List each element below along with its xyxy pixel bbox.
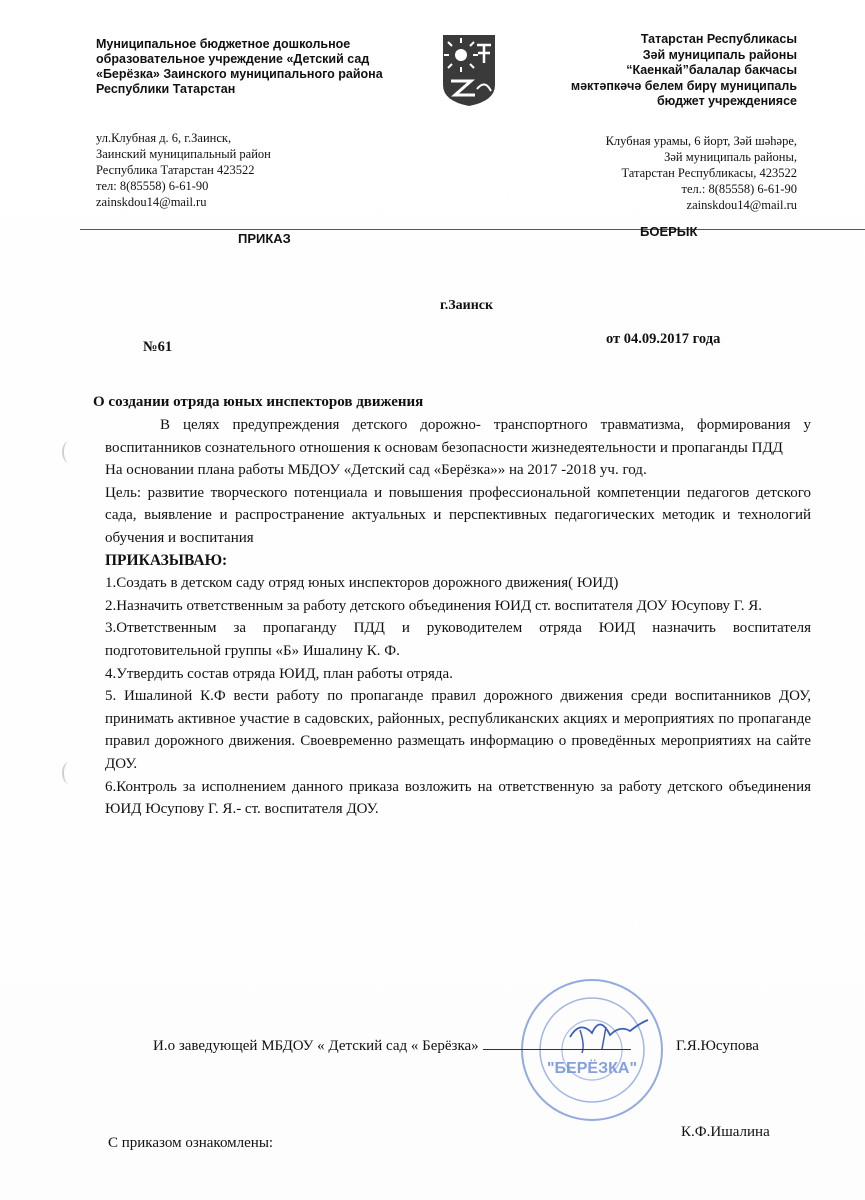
order-item: 6.Контроль за исполнением данного приказа возложить на ответственную за работу детского объединения ЮИД Юсупову Г. Я.- ст. воспитателя ДОУ.	[105, 778, 811, 818]
basis-paragraph: На основании плана работы МБДОУ «Детский сад «Берёзка»» на 2017 -2018 уч. год.	[105, 462, 647, 479]
email-text: zainskdou14@mail.ru	[96, 195, 207, 209]
order-heading: ПРИКАЗЫВАЮ:	[105, 551, 228, 569]
address-russian	[96, 130, 396, 210]
signatory-block	[153, 1038, 635, 1055]
prikaz-label: ПРИКАЗ	[238, 231, 291, 246]
header-divider	[80, 229, 865, 230]
punch-hole-mark	[62, 441, 76, 463]
org-line: «Берёзка» Заинского муниципального района	[96, 67, 383, 81]
order-date: от 04.09.2017 года	[606, 331, 721, 347]
signatory-title: И.о заведующей МБДОУ « Детский сад « Берёзка»	[153, 1038, 479, 1054]
goal-paragraph: Цель: развитие творческого потенциала и повышения профессиональной компетенции педагогов детского сада, выявление и распространение актуальных и перспективных педагогических методик и технологий обучения и воспитания	[105, 484, 811, 546]
org-name-russian	[96, 37, 426, 97]
signature-line	[483, 1039, 631, 1050]
order-item: 1.Создать в детском саду отряд юных инспекторов дорожного движения( ЮИД)	[105, 575, 619, 592]
document-body	[105, 414, 811, 821]
order-number: №61	[143, 339, 173, 355]
city: г.Заинск	[440, 298, 494, 313]
email-text: zainskdou14@mail.ru	[686, 198, 797, 212]
org-line: образовательное учреждение «Детский сад	[96, 52, 370, 66]
address-tatar	[477, 133, 797, 213]
address-line: Клубная урамы, 6 йорт, Зәй шәһәре,	[605, 134, 797, 148]
org-name-tatar	[477, 32, 797, 110]
order-item: 2.Назначить ответственным за работу детского объединения ЮИД ст. воспитателя ДОУ Юсупову Г. Я.	[105, 597, 763, 614]
order-item: 3.Ответственным за пропаганду ПДД и руководителем отряда ЮИД назначить воспитателя подготовительной группы «Б» Ишалину К. Ф.	[105, 620, 811, 659]
intro-paragraph: В целях предупреждения детского дорожно- транспортного травматизма, формирования у воспитанников сознательного отношения к основам безопасности жизнедеятельности и пропаганды ПДД	[105, 417, 811, 456]
familiarized-label: С приказом ознакомлены:	[108, 1135, 274, 1151]
order-item: 5. Ишалиной К.Ф вести работу по пропаганде правил дорожного движения среди воспитанников ДОУ, принимать активное участие в садовских, районных, республиканских акциях и мероприятиях по пропаганде правил дорожного движения. Своевременно размещать информацию о проведённых мероприятиях на сайте ДОУ.	[105, 688, 811, 772]
stamp-text: "БЕРЁЗКА"	[546, 1060, 638, 1077]
org-line: “Каенкай”балалар бакчасы	[626, 63, 797, 77]
address-line: тел.: 8(85558) 6-61-90	[681, 182, 797, 196]
address-line: Республика Татарстан 423522	[96, 163, 255, 177]
org-line: Республики Татарстан	[96, 82, 236, 96]
address-line: Заинский муниципальный район	[96, 147, 271, 161]
boeryk-label: БОЕРЫК	[640, 224, 698, 239]
address-line: Зәй муниципаль районы,	[664, 150, 797, 164]
order-item: 4.Утвердить состав отряда ЮИД, план работы отряда.	[105, 665, 453, 682]
address-line: тел: 8(85558) 6-61-90	[96, 179, 209, 193]
org-line: Татарстан Республикасы	[640, 32, 797, 46]
org-line: бюджет учреждениясе	[656, 94, 797, 108]
punch-hole-mark	[62, 762, 76, 784]
familiarized-person: К.Ф.Ишалина	[681, 1124, 770, 1140]
address-line: Татарстан Республикасы, 423522	[621, 166, 797, 180]
address-line: ул.Клубная д. 6, г.Заинск,	[96, 131, 232, 145]
signatory-name: Г.Я.Юсупова	[676, 1038, 759, 1054]
org-line: мәктәпкәчә белем бирү муниципаль	[570, 78, 797, 93]
org-line: Зәй муниципаль районы	[642, 47, 797, 62]
org-line: Муниципальное бюджетное дошкольное	[96, 37, 351, 51]
document-subject: О создании отряда юных инспекторов движения	[93, 394, 424, 410]
